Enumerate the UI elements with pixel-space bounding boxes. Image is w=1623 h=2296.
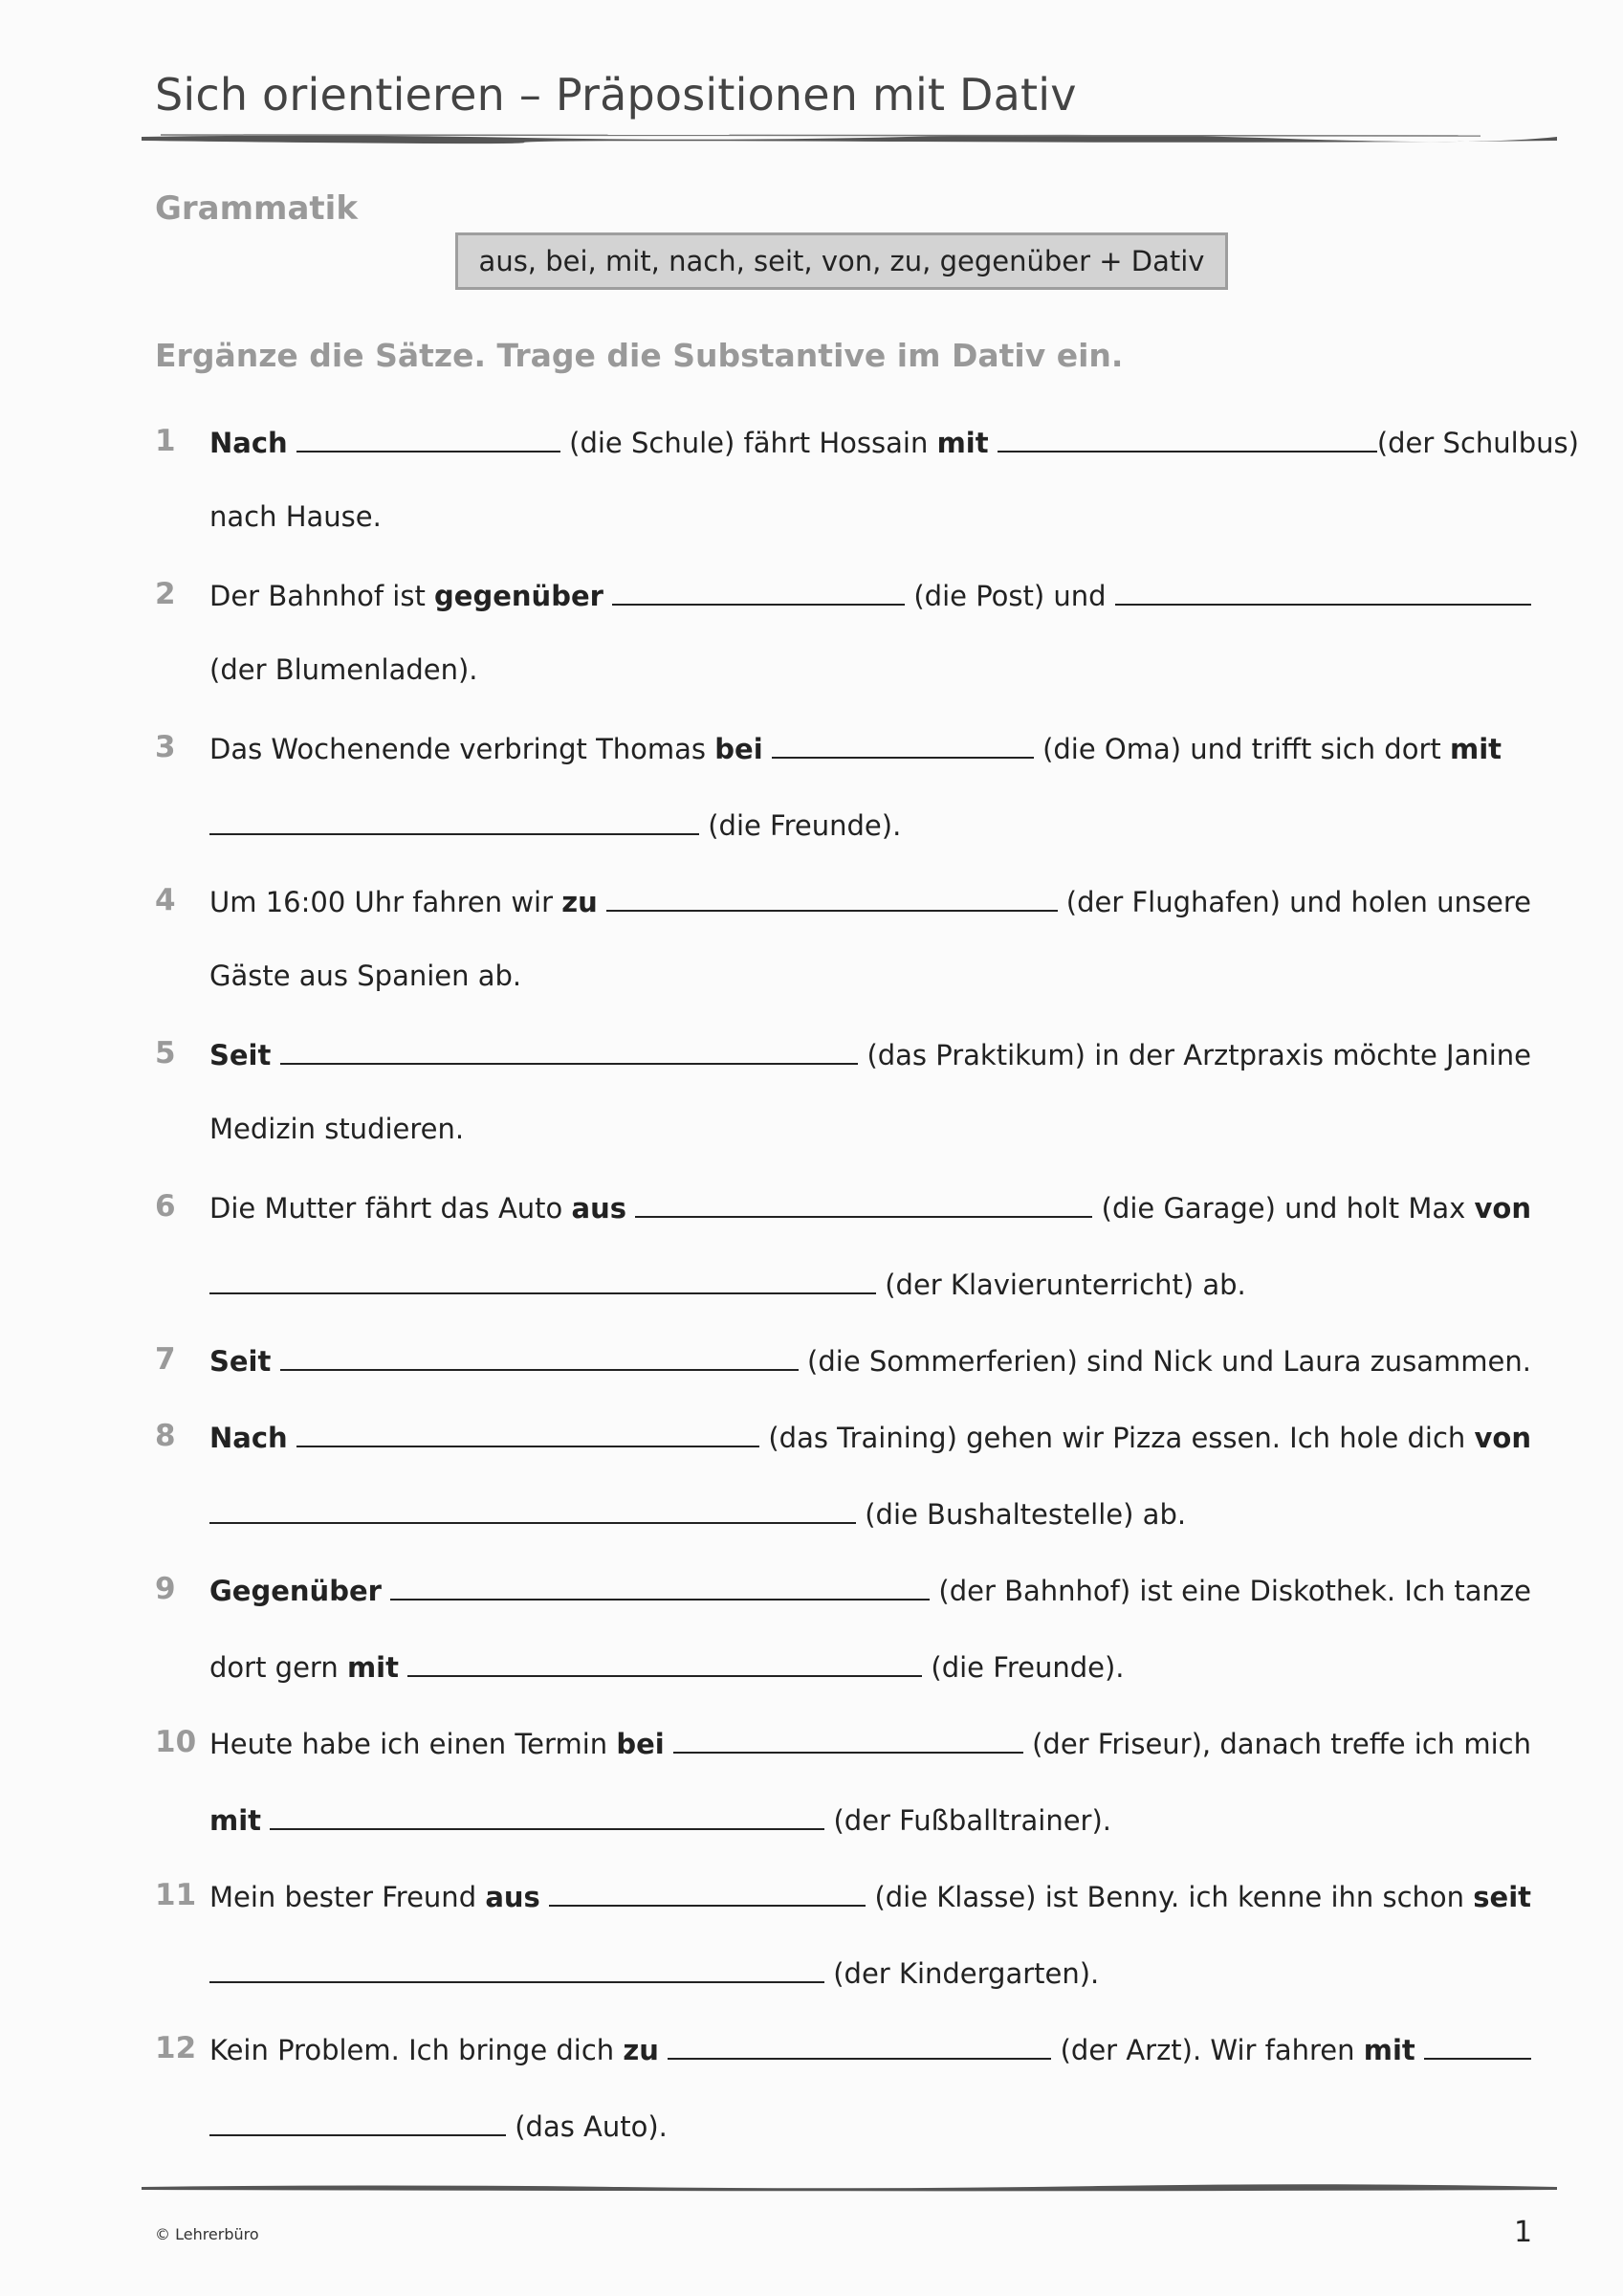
sentence-text: (der Bahnhof) ist eine Diskothek. Ich tanze xyxy=(938,1575,1531,1607)
item-2-line-2 xyxy=(209,653,1531,695)
sentence-text: nach Hause. xyxy=(209,500,382,533)
preposition: bei xyxy=(616,1728,665,1760)
item-12-line-1 xyxy=(209,2031,1531,2073)
preposition: Seit xyxy=(209,1039,272,1071)
answer-blank[interactable] xyxy=(549,1878,866,1907)
item-3-line-1 xyxy=(209,730,1531,772)
answer-blank[interactable] xyxy=(1424,2031,1531,2060)
answer-blank[interactable] xyxy=(280,1342,799,1371)
sentence-text: (der Blumenladen). xyxy=(209,653,478,686)
sentence-text: Der Bahnhof ist xyxy=(209,580,426,612)
item-9-line-1 xyxy=(209,1572,1531,1614)
sentence-text: (die Freunde). xyxy=(931,1651,1125,1684)
item-number: 6 xyxy=(155,1189,176,1224)
preposition: Nach xyxy=(209,1422,288,1454)
item-8-line-2 xyxy=(209,1495,1531,1537)
item-5-line-2 xyxy=(209,1113,1531,1155)
preposition: bei xyxy=(714,733,763,765)
answer-blank[interactable] xyxy=(635,1189,1092,1218)
item-9-line-2 xyxy=(209,1648,1531,1690)
sentence-text: (der Klavierunterricht) ab. xyxy=(885,1269,1246,1301)
item-number: 1 xyxy=(155,424,176,458)
preposition: mit xyxy=(209,1804,262,1837)
copyright: © Lehrerbüro xyxy=(155,2225,259,2243)
item-number: 9 xyxy=(155,1572,176,1606)
item-number: 10 xyxy=(155,1725,197,1759)
item-6-line-2 xyxy=(209,1266,1531,1308)
sentence-text: (die Schule) fährt Hossain xyxy=(569,427,929,459)
answer-blank[interactable] xyxy=(606,883,1058,912)
answer-blank[interactable] xyxy=(390,1572,930,1601)
item-number: 4 xyxy=(155,883,176,917)
item-4-line-2 xyxy=(209,960,1531,1002)
answer-blank[interactable] xyxy=(998,424,1377,453)
sentence-text: (die Klasse) ist Benny. ich kenne ihn schon xyxy=(874,1881,1465,1913)
item-number: 11 xyxy=(155,1878,197,1912)
answer-blank[interactable] xyxy=(673,1725,1023,1754)
item-6-line-1 xyxy=(209,1189,1531,1231)
sentence-text: (das Training) gehen wir Pizza essen. Ich hole dich xyxy=(768,1422,1466,1454)
preposition: gegenüber xyxy=(434,580,603,612)
preposition: aus xyxy=(571,1192,626,1225)
sentence-text: (der Arzt). Wir fahren xyxy=(1060,2034,1355,2066)
grammar-rule-box: aus, bei, mit, nach, seit, von, zu, gegenüber + Dativ xyxy=(455,232,1228,290)
preposition: mit xyxy=(1449,733,1502,765)
item-2-line-1 xyxy=(209,577,1531,619)
item-3-line-2 xyxy=(209,806,1531,849)
sentence-text: (die Sommerferien) sind Nick und Laura zusammen. xyxy=(807,1345,1531,1378)
item-number: 8 xyxy=(155,1419,176,1453)
preposition: Gegenüber xyxy=(209,1575,382,1607)
answer-blank[interactable] xyxy=(209,806,699,835)
item-11-line-2 xyxy=(209,1954,1531,1997)
sentence-text: Gäste aus Spanien ab. xyxy=(209,960,522,992)
sentence-text: (der Flughafen) und holen unsere xyxy=(1065,886,1531,918)
answer-blank[interactable] xyxy=(668,2031,1051,2060)
answer-blank[interactable] xyxy=(209,1954,824,1983)
sentence-text: (die Oma) und trifft sich dort xyxy=(1042,733,1441,765)
task-instruction: Ergänze die Sätze. Trage die Substantive im Dativ ein. xyxy=(155,337,1124,374)
item-10-line-2 xyxy=(209,1801,1531,1843)
answer-blank[interactable] xyxy=(296,424,560,453)
sentence-text: (das Praktikum) in der Arztpraxis möchte Janine xyxy=(866,1039,1531,1071)
sentence-text: Die Mutter fährt das Auto xyxy=(209,1192,563,1225)
preposition: Nach xyxy=(209,427,288,459)
title-brush-divider xyxy=(142,132,1557,145)
item-4-line-1 xyxy=(209,883,1531,925)
preposition: von xyxy=(1474,1192,1531,1225)
preposition: seit xyxy=(1473,1881,1531,1913)
preposition: zu xyxy=(623,2034,659,2066)
item-7-line-1 xyxy=(209,1342,1531,1384)
sentence-text: Medizin studieren. xyxy=(209,1113,465,1145)
sentence-text: (die Post) und xyxy=(913,580,1107,612)
item-10-line-1 xyxy=(209,1725,1531,1767)
answer-blank[interactable] xyxy=(270,1801,824,1830)
page-number: 1 xyxy=(1514,2216,1533,2249)
section-label-grammatik: Grammatik xyxy=(155,189,358,228)
answer-blank[interactable] xyxy=(209,1266,876,1294)
item-1-line-2 xyxy=(209,500,1531,542)
item-8-line-1 xyxy=(209,1419,1531,1461)
answer-blank[interactable] xyxy=(612,577,905,606)
sentence-text: (der Fußballtrainer). xyxy=(833,1804,1112,1837)
item-number: 3 xyxy=(155,730,176,764)
preposition: mit xyxy=(346,1651,399,1684)
footer-brush-divider xyxy=(142,2181,1557,2195)
sentence-text: (die Bushaltestelle) ab. xyxy=(865,1498,1187,1531)
sentence-text: Das Wochenende verbringt Thomas xyxy=(209,733,707,765)
answer-blank[interactable] xyxy=(209,1495,856,1524)
sentence-text: Kein Problem. Ich bringe dich xyxy=(209,2034,615,2066)
answer-blank[interactable] xyxy=(280,1036,859,1065)
page-title: Sich orientieren – Präpositionen mit Dativ xyxy=(155,69,1077,121)
answer-blank[interactable] xyxy=(296,1419,759,1447)
sentence-text: Heute habe ich einen Termin xyxy=(209,1728,608,1760)
preposition: von xyxy=(1474,1422,1531,1454)
sentence-text: Mein bester Freund xyxy=(209,1881,477,1913)
sentence-text: (das Auto). xyxy=(515,2110,668,2143)
preposition: zu xyxy=(561,886,598,918)
preposition: aus xyxy=(485,1881,540,1913)
item-12-line-2 xyxy=(209,2108,1531,2150)
item-11-line-1 xyxy=(209,1878,1531,1920)
sentence-text: (der Friseur), danach treffe ich mich xyxy=(1032,1728,1531,1760)
answer-blank[interactable] xyxy=(1115,577,1531,606)
preposition: mit xyxy=(936,427,989,459)
sentence-text: (der Kindergarten). xyxy=(833,1957,1100,1990)
answer-blank[interactable] xyxy=(772,730,1034,759)
sentence-text: (die Garage) und holt Max xyxy=(1101,1192,1466,1225)
sentence-text: Um 16:00 Uhr fahren wir xyxy=(209,886,554,918)
answer-blank[interactable] xyxy=(407,1648,922,1677)
item-number: 7 xyxy=(155,1342,176,1377)
item-number: 5 xyxy=(155,1036,176,1071)
item-number: 2 xyxy=(155,577,176,611)
item-1-line-1 xyxy=(209,424,1579,466)
answer-blank[interactable] xyxy=(209,2108,506,2136)
item-5-line-1 xyxy=(209,1036,1531,1078)
preposition: Seit xyxy=(209,1345,272,1378)
preposition: mit xyxy=(1363,2034,1415,2066)
item-number: 12 xyxy=(155,2031,197,2065)
sentence-text: (die Freunde). xyxy=(708,809,902,842)
sentence-text: dort gern xyxy=(209,1651,339,1684)
sentence-text: (der Schulbus) xyxy=(1376,427,1579,459)
